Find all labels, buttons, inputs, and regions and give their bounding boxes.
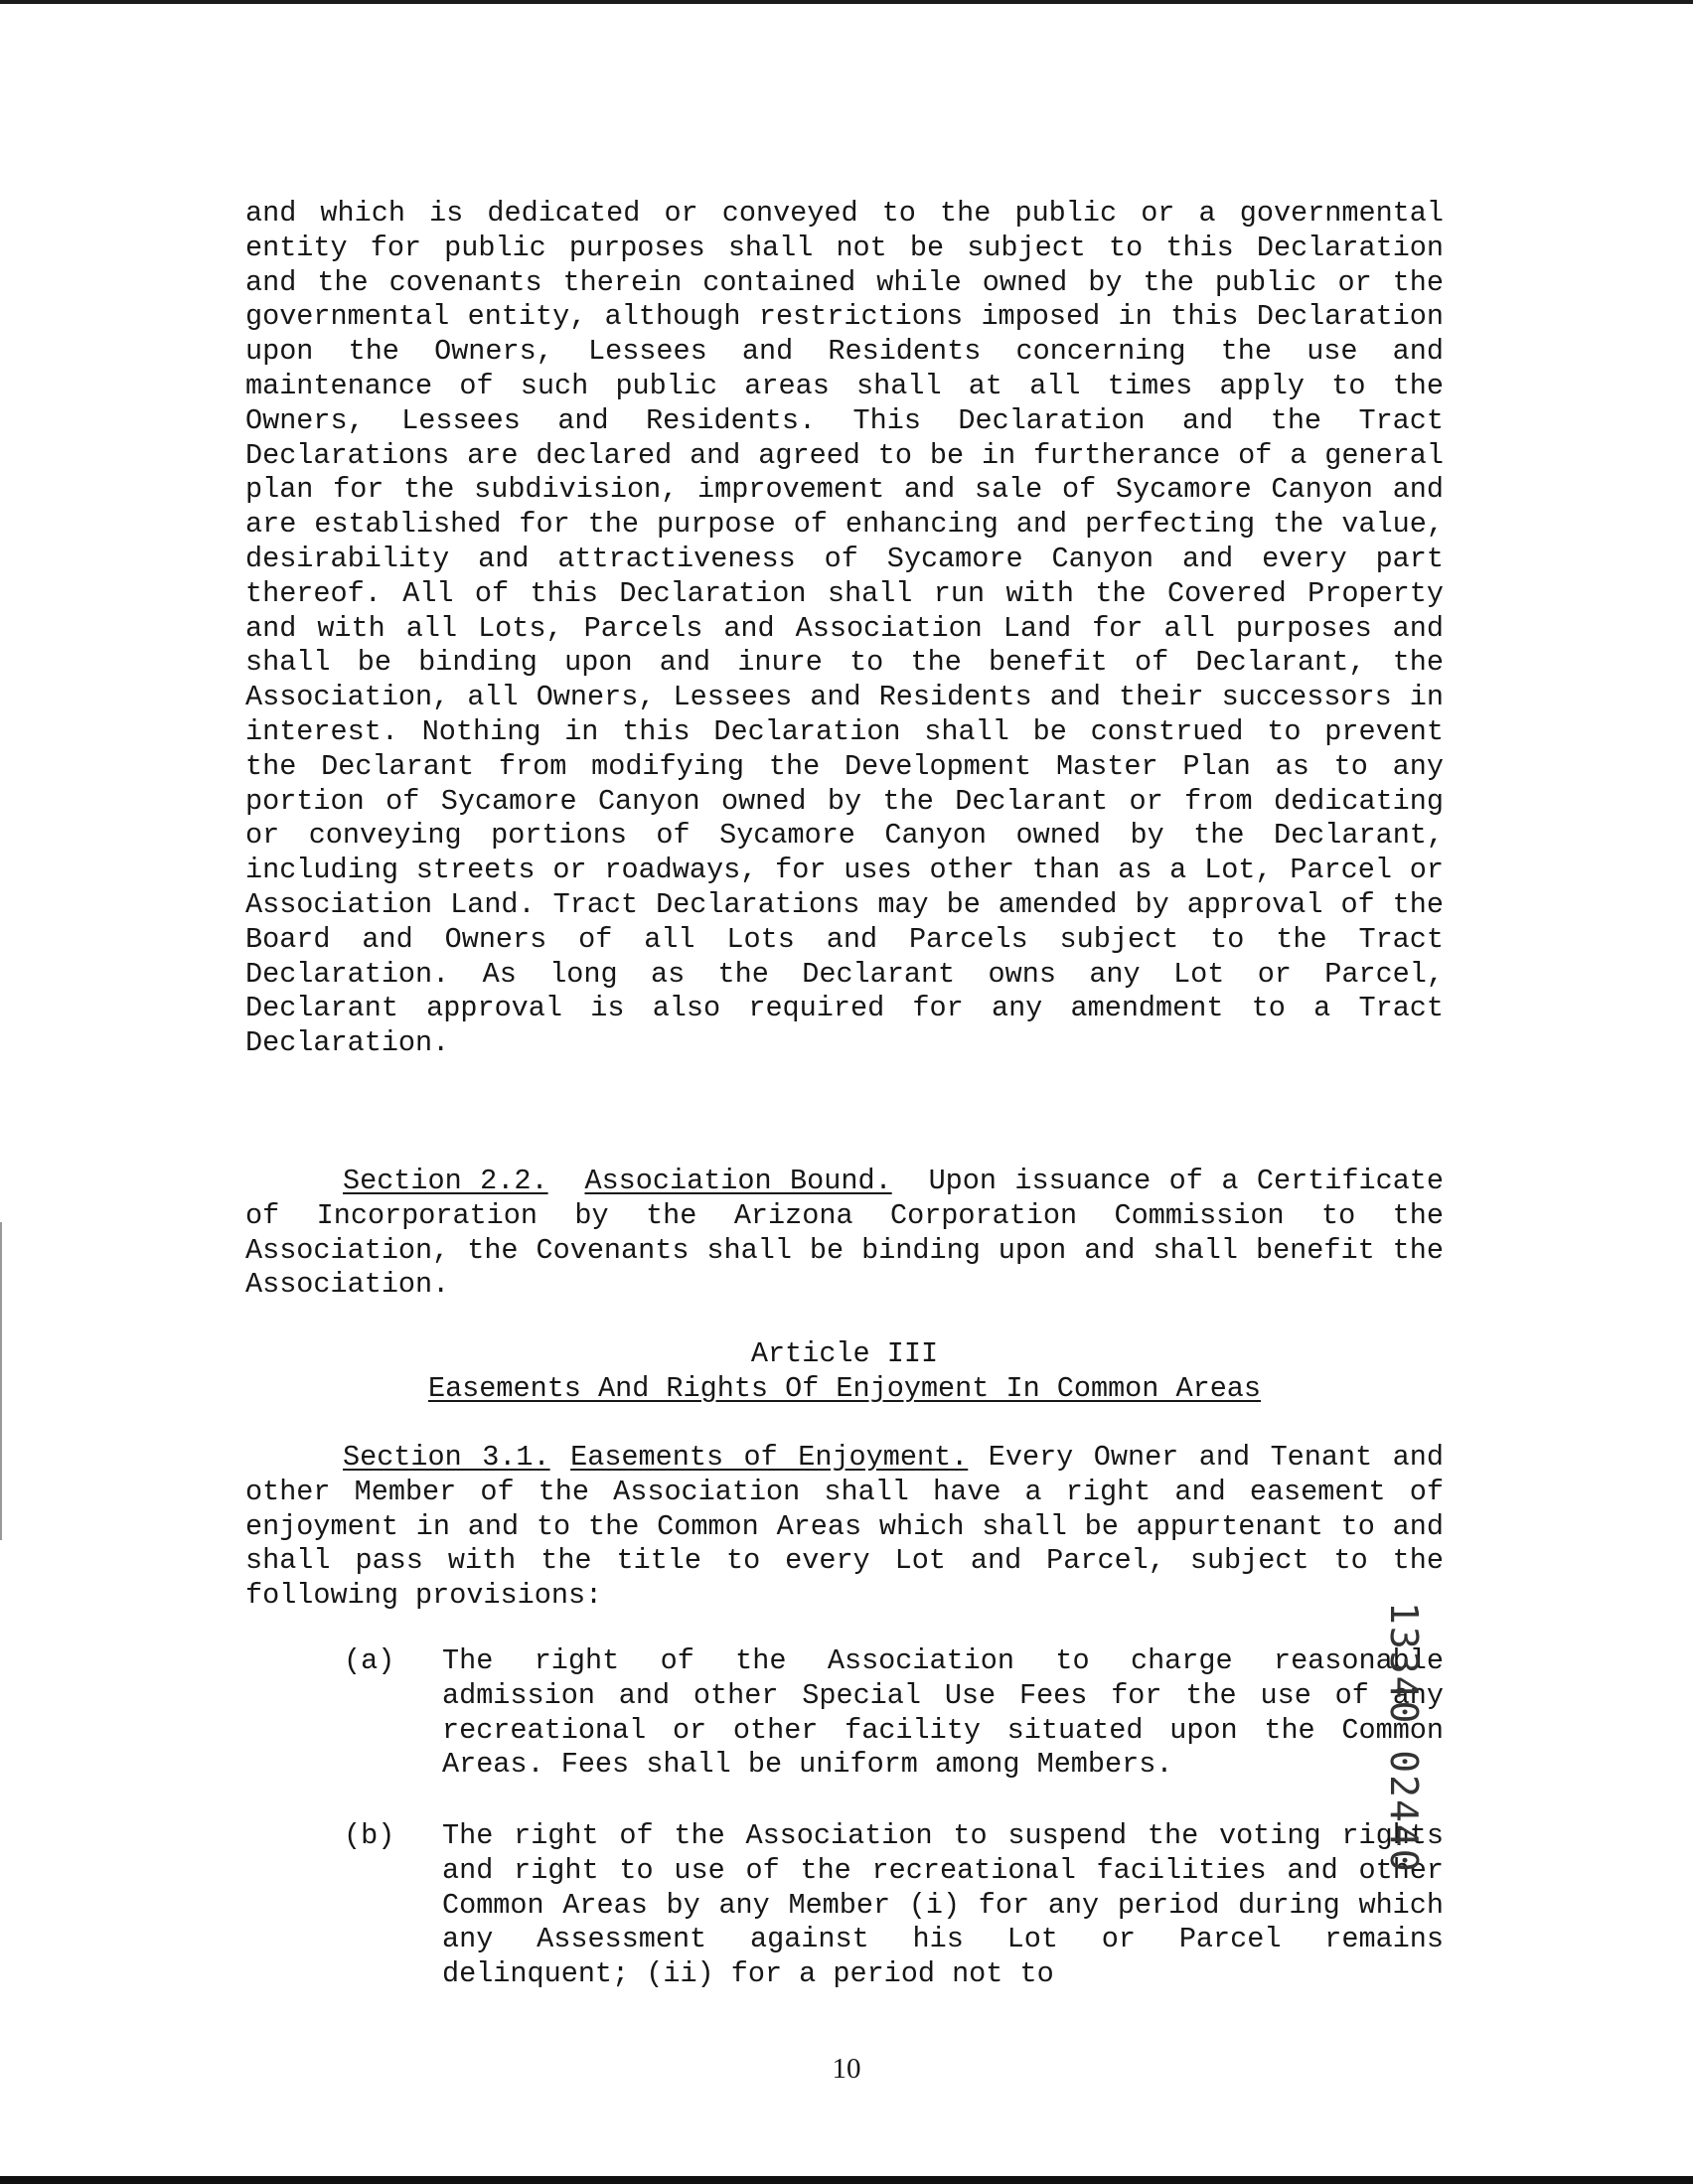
- list-item-text: The right of the Association to charge reasonable admission and other Special Use Fees for the use of any recreational or other facility situated upon the Common Areas. Fees shall be uniform among Members.: [442, 1644, 1444, 1782]
- section-2-2: [245, 1165, 1444, 1303]
- page-number: 10: [832, 2053, 861, 2085]
- section-3-1-label: Section 3.1.: [343, 1441, 550, 1474]
- recording-stamp-text: 13340 02440: [1382, 1602, 1426, 1874]
- article-title: [245, 1372, 1444, 1407]
- scan-edge-top: [0, 0, 1693, 4]
- list-item-text: The right of the Association to suspend the voting rights and right to use of the recreational facilities and other Common Areas by any Member (i) for any period during which any Assessment against his Lot or Parcel remains delinquent; (ii) for a period not to: [442, 1819, 1444, 1991]
- scan-edge-bottom: [0, 2176, 1693, 2184]
- list-item-label: (b): [344, 1819, 395, 1852]
- article-number: Article III: [750, 1337, 939, 1370]
- section-2-2-title: Association Bound.: [584, 1165, 892, 1197]
- scan-edge-left: [0, 1222, 2, 1540]
- recording-stamp: [1376, 1602, 1436, 1890]
- section-3-1-body: Every Owner and Tenant and other Member of the Association shall have a right and easement of enjoyment in and to the Common Areas which shall be appurtenant to and shall pass with the title to every Lot and Parcel, subject to the following provisions:: [245, 1441, 1444, 1613]
- list-item: [344, 1644, 1444, 1783]
- section-2-2-label: Section 2.2.: [343, 1165, 548, 1197]
- section-2-2-body: Upon issuance of a Certificate of Incorporation by the Arizona Corporation Commission to the Association, the Covenants shall be binding upon and shall benefit the Association.: [245, 1165, 1444, 1302]
- section-3-1: [245, 1441, 1444, 1614]
- list-item: [344, 1819, 1444, 1992]
- article-title-text: Easements And Rights Of Enjoyment In Common Areas: [427, 1372, 1262, 1405]
- list-item-label: (a): [344, 1644, 395, 1677]
- paragraph-declaration: and which is dedicated or conveyed to the public or a governmental entity for public purposes shall not be subject to this Declaration and the covenants therein contained while owned by the public or the governmental entity, although restrictions imposed in this Declaration upon the Owners, Lessees and Residents concerning the use and maintenance of such public areas shall at all times apply to the Owners, Lessees and Residents. This Declaration and the Tract Declarations are declared and agreed to be in furtherance of a general plan for the subdivision, improvement and sale of Sycamore Canyon and are established for the purpose of enhancing and perfecting the value, desirability and attractiveness of Sycamore Canyon and every part thereof. All of this Declaration shall run with the Covered Property and with all Lots, Parcels and Association Land for all purposes and shall be binding upon and inure to the benefit of Declarant, the Association, all Owners, Lessees and Residents and their successors in interest. Nothing in this Declaration shall be construed to prevent the Declarant from modifying the Development Master Plan as to any portion of Sycamore Canyon owned by the Declarant or from dedicating or conveying portions of Sycamore Canyon owned by the Declarant, including streets or roadways, for uses other than as a Lot, Parcel or Association Land. Tract Declarations may be amended by approval of the Board and Owners of all Lots and Parcels subject to the Tract Declaration. As long as the Declarant owns any Lot or Parcel, Declarant approval is also required for any amendment to a Tract Declaration.: [245, 197, 1444, 1060]
- section-3-1-title: Easements of Enjoyment.: [570, 1441, 969, 1474]
